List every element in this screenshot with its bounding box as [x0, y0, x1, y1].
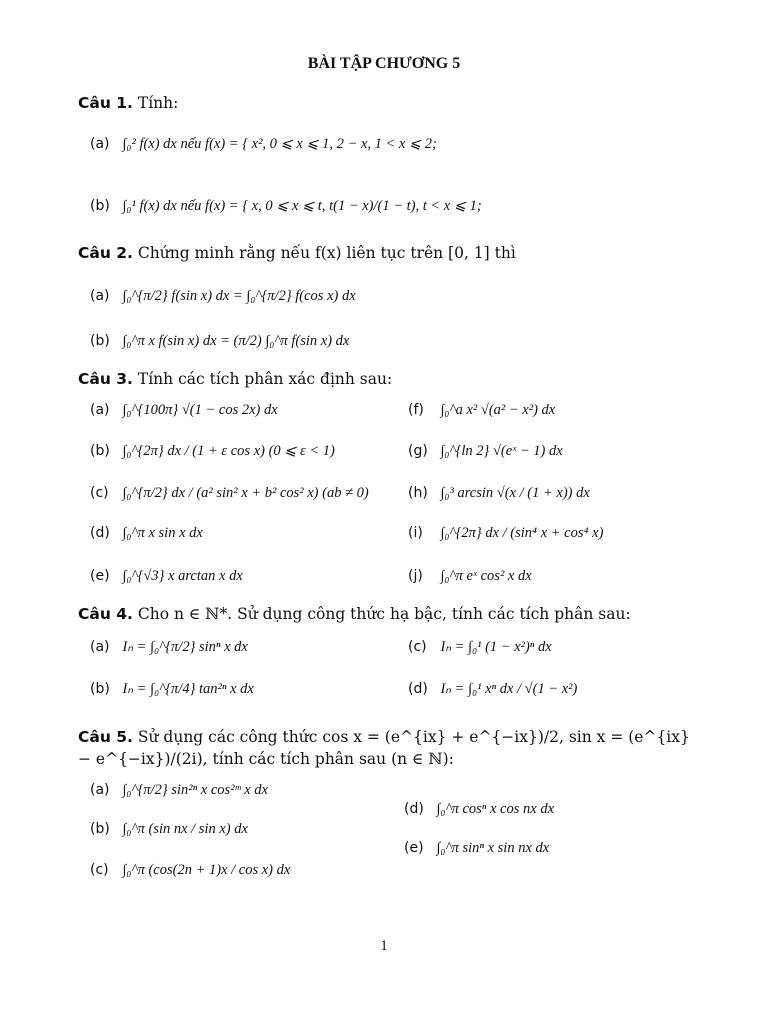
q4-item-a-label: (a) — [90, 639, 110, 655]
q2-item-b-label: (b) — [90, 333, 110, 349]
q5-item-b-expr: ∫₀^π (sin nx / sin x) dx — [122, 821, 248, 837]
q1-item-a-label: (a) — [90, 136, 110, 152]
q4-item-c — [408, 637, 552, 657]
question-4 — [78, 603, 718, 625]
q3-item-a — [90, 400, 278, 420]
q3-item-d — [90, 523, 203, 543]
q4-item-c-label: (c) — [408, 639, 427, 655]
q4-item-c-expr: Iₙ = ∫₀¹ (1 − x²)ⁿ dx — [440, 639, 552, 655]
q5-item-e — [404, 838, 549, 858]
question-3-label: Câu 3. — [78, 370, 133, 388]
question-5 — [78, 726, 703, 770]
q4-item-b — [90, 679, 254, 699]
q4-item-b-label: (b) — [90, 681, 110, 697]
q3-item-a-label: (a) — [90, 402, 110, 418]
q3-item-e-expr: ∫₀^{√3} x arctan x dx — [122, 568, 243, 584]
question-1-text: Tính: — [137, 94, 179, 112]
q3-item-b-label: (b) — [90, 443, 110, 459]
q2-item-a-expr: ∫₀^{π/2} f(sin x) dx = ∫₀^{π/2} f(cos x) dx — [122, 288, 356, 304]
question-3 — [78, 368, 718, 390]
q4-item-d-label: (d) — [408, 681, 428, 697]
q5-item-c — [90, 860, 290, 880]
question-5-text: Sử dụng các công thức cos x = (e^{ix} + e^{−ix})/2, sin x = (e^{ix} − e^{−ix})/(2i), tính các tích phân sau (n ∈ ℕ): — [78, 728, 690, 768]
question-2 — [78, 242, 718, 264]
question-2-label: Câu 2. — [78, 244, 133, 262]
q1-item-a-expr: ∫₀² f(x) dx nếu f(x) = { x², 0 ⩽ x ⩽ 1, 2 − x, 1 < x ⩽ 2; — [122, 136, 437, 152]
q3-item-c-label: (c) — [90, 485, 109, 501]
page-number: 1 — [380, 938, 388, 954]
question-3-text: Tính các tích phân xác định sau: — [137, 370, 393, 388]
q5-item-c-expr: ∫₀^π (cos(2n + 1)x / cos x) dx — [122, 862, 291, 878]
q3-item-j-label: (j) — [408, 568, 423, 584]
q3-item-f-expr: ∫₀^a x² √(a² − x²) dx — [440, 402, 556, 418]
q4-item-d-expr: Iₙ = ∫₀¹ xⁿ dx / √(1 − x²) — [440, 681, 578, 697]
q3-item-b-expr: ∫₀^{2π} dx / (1 + ε cos x) (0 ⩽ ε < 1) — [122, 443, 335, 459]
q3-item-h-expr: ∫₀³ arcsin √(x / (1 + x)) dx — [440, 485, 590, 501]
q4-item-a — [90, 637, 248, 657]
q3-item-j — [408, 566, 532, 586]
question-5-label: Câu 5. — [78, 728, 133, 746]
q5-item-e-expr: ∫₀^π sinⁿ x sin nx dx — [436, 840, 550, 856]
q3-item-d-expr: ∫₀^π x sin x dx — [122, 525, 203, 541]
q5-item-b-label: (b) — [90, 821, 110, 837]
q3-item-h — [408, 483, 590, 503]
q5-item-a-expr: ∫₀^{π/2} sin²ⁿ x cos²ᵐ x dx — [122, 782, 268, 798]
q5-item-d — [404, 799, 554, 819]
q2-item-a — [90, 286, 356, 306]
q3-item-i — [408, 523, 603, 543]
q5-item-a-label: (a) — [90, 782, 110, 798]
q5-item-a — [90, 780, 268, 800]
q3-item-h-label: (h) — [408, 485, 428, 501]
q3-item-d-label: (d) — [90, 525, 110, 541]
q3-item-g — [408, 441, 563, 461]
q5-item-e-label: (e) — [404, 840, 424, 856]
q3-item-g-expr: ∫₀^{ln 2} √(eˣ − 1) dx — [440, 443, 563, 459]
q5-item-c-label: (c) — [90, 862, 109, 878]
question-1-label: Câu 1. — [78, 94, 133, 112]
q3-item-e — [90, 566, 243, 586]
q3-item-j-expr: ∫₀^π eˣ cos² x dx — [440, 568, 532, 584]
q2-item-b — [90, 331, 349, 351]
q3-item-e-label: (e) — [90, 568, 110, 584]
q3-item-b — [90, 441, 335, 461]
q4-item-b-expr: Iₙ = ∫₀^{π/4} tan²ⁿ x dx — [122, 681, 254, 697]
q5-item-b — [90, 819, 248, 839]
question-4-label: Câu 4. — [78, 605, 133, 623]
question-1 — [78, 92, 718, 114]
page-title: BÀI TẬP CHƯƠNG 5 — [307, 55, 461, 72]
q1-item-b-label: (b) — [90, 198, 110, 214]
q3-item-a-expr: ∫₀^{100π} √(1 − cos 2x) dx — [122, 402, 278, 418]
q2-item-b-expr: ∫₀^π x f(sin x) dx = (π/2) ∫₀^π f(sin x) dx — [122, 333, 350, 349]
q3-item-c — [90, 483, 369, 503]
q3-item-g-label: (g) — [408, 443, 428, 459]
q3-item-f — [408, 400, 555, 420]
q2-item-a-label: (a) — [90, 288, 110, 304]
question-2-text: Chứng minh rằng nếu f(x) liên tục trên [0, 1] thì — [137, 244, 516, 262]
q1-item-b — [90, 196, 482, 216]
q4-item-d — [408, 679, 577, 699]
q3-item-f-label: (f) — [408, 402, 424, 418]
q3-item-i-expr: ∫₀^{2π} dx / (sin⁴ x + cos⁴ x) — [440, 525, 604, 541]
q3-item-i-label: (i) — [408, 525, 423, 541]
q5-item-d-label: (d) — [404, 801, 424, 817]
q1-item-a — [90, 134, 437, 154]
q3-item-c-expr: ∫₀^{π/2} dx / (a² sin² x + b² cos² x) (ab ≠ 0) — [122, 485, 369, 501]
question-4-text: Cho n ∈ ℕ*. Sử dụng công thức hạ bậc, tính các tích phân sau: — [137, 605, 631, 623]
q4-item-a-expr: Iₙ = ∫₀^{π/2} sinⁿ x dx — [122, 639, 248, 655]
q1-item-b-expr: ∫₀¹ f(x) dx nếu f(x) = { x, 0 ⩽ x ⩽ t, t(1 − x)/(1 − t), t < x ⩽ 1; — [122, 198, 482, 214]
q5-item-d-expr: ∫₀^π cosⁿ x cos nx dx — [436, 801, 555, 817]
